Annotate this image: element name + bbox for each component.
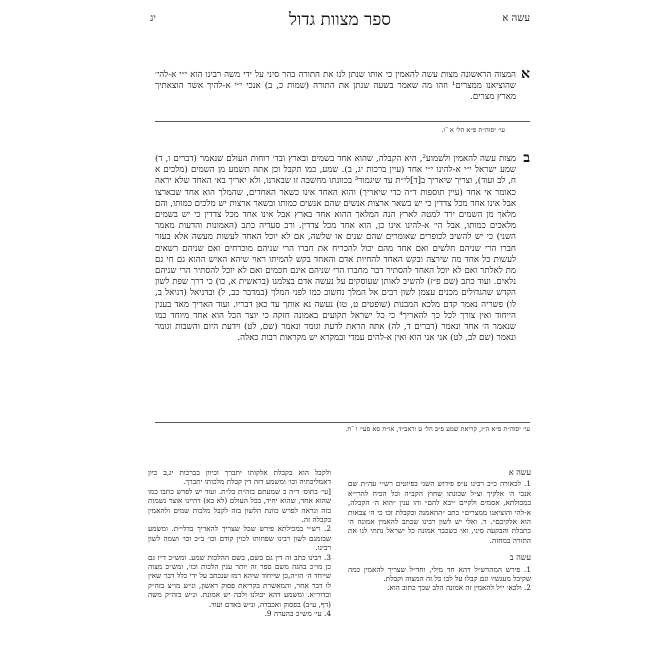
commentary-note: ולקבל הוא בקבלת אלקותו יתברך וכיוון בברכות יג,ב כיון דאמליכתיה וכו׳ ומשמע דזה דין קבלת מלכותו יתברך. (148, 468, 331, 487)
commentary-note: 3. רבינו כתב זה דין גם בשם, בשם ההלכות שמע. ומש״כ ד״ז גם כן מו״כ בהגה משם ספר זה יותר ענין הלכות וכו׳, ומש״כ מצוה שייחד ה׳ הו״ה,כן שייחוד שיהא רמז שנכתב על ידי כלל דבר שאין לו דבר אחר, והמאשרת בקריאת פסוק ראשון, ונ״ש מו״צ בזה״ק ובדור״א. ומשמע דהא יכולנו ולבה יש אמונת. ונ״ש בזה״ק משה (דף, ע״ב) בפסוק ואכבדה, ונ״ש באדם ועוד. (148, 552, 331, 609)
source-note: עי׳ יסוה״ת פ״א ה״ז, קריאת שמע פ״ב הל׳ ט וראב״ד, או״ח סא סעי׳ ו ־ח. (345, 425, 530, 433)
commentary-section-label: עשה ב (509, 553, 531, 563)
commentary-note: 1. פירש המהרש״ל דהא חד מילי, וחד״ל שצריך להאמין כמה שקיבל מעגשיו וגם קבלו על לבו כל זה המצוה וקבלת. (348, 564, 531, 584)
paragraph-letter: א (521, 66, 530, 82)
source-note: עי׳ יסוה״ת פ״א הל׳ א ־ו. (441, 126, 505, 134)
separator-line (155, 121, 530, 122)
paragraph-aleph (155, 66, 530, 106)
paragraph-letter: ב (523, 150, 530, 166)
commentary-note: 2. רש״י במכילתא פירש שכל שצריך להאריך בדלי״ת. ומשמע שבזמנם לשון רבינו שפחותו לכוין קודם וכו׳ ב״כ וכו׳ ושמה לשון רבינו. (148, 524, 331, 553)
commentary-note: 2. ולכא׳ י״ל להאמין זה אמונה הלב שכך כתוב הוא. (387, 583, 531, 593)
paragraph-text: מצות עשה להאמין ולשמוע², היא הקבלה, שהוא אחד בשמים ובארץ ובד׳ רוחות העולם שנאמר (דברים ו, ד) שמע ישראל י״י א-להינו י״י אחד (עיין ברכות יג, ב). שמע, כמו תקבל וכן אתה תשמע מן השמים (מלכים א ח, לב ועוד), וצריך שיאריך ב[ד]לי״ת עד שיגמור³ בכוונתו מחשבה זו שבארנו, ולא יאריך בא׳ האחד שלא יראה כאומר אי אחד (עיין תוספות ד״ה כדי שיאריך) והוא האחד אינו כשאר האחדים, שהמלך הוא אחד שבארצו אבל אינו אחד מכל צדדין כי יש בשאר ארצות אנשים שהם אנשים כמותו ובשאר ארצות יש מלכים כמותו, והם מלאך מן השמים ירד למטה לארץ הנה המלאך ההוא אחד בארץ אבל אינו אחד מכל צדדין כי יש בשמים מלאכים כמותו, אבל הי׳ א-להינו אינו כן, הוא אחד מכל צדדין. ורב סעדיה כתב (האמונות והדעות מאמר השני) כי יש להשיב לכופרים שאומרים שהם שנים או שלשה, אם לא יוכל האחד לעשות מעשה אלא בעזר חברו הרי שניהם חלשים ואם אחד מהם יכול להכריח את חברו הרי שניהם מוכרחים ואם שניהם רשאים לעשות כל אחד מה שירצה ובקש האחד להחיות אדם והאחד בקש להמיתו ראוי שיהא האיש ההוא גם חי גם מת לאלתר ואם לא יוכל האחד להסתיר דבר מחברו הרי שניהם אינם חכמים ואם לא יוכל להסתיר הרי שניהם נלאים. ועוד כתב (שם פ״ז) להשיב לאותן שעוסקים על נעשה אדם בצלמנו (בראשית א, כו) כי דרך שפת לשון הקדש שהגדולים מכנים עצמן לשון רבים אל המלך נחשוב כמו לפני המלך (במדבר כב, ל) ובדניאל (דניאל ב, לו) פשריה נאמר קדם מלכא המבנות (שופטים ט, טו) נעשה נא אותך עד כאן דבריו. ועוד האריך מאד בענין הייחוד ואין צורך לכל כך להאריך⁴ כי כל ישראל תקועים באמונה חזקה כי יוצר הכל הוא אחד מיוחד כמו שנאמר ה׳ אחד ונאמר (דברים ד, לה) אתה הראת לדעת וגומר ונאמר (שם, לט) וידעת היום והשבות וגומר ונאמר (שם לב, לט) אני אני הוא ואין א-להים עמדי ובמקרא יש מקראות רבות כאלה. (155, 154, 516, 344)
paragraph-bet (155, 150, 530, 414)
commentary-left-column (148, 468, 331, 619)
page-header (150, 10, 530, 32)
commentary-note: 1. לכאורה כ״כ רבינו ע״פ פירוש השני בפיוטים רש״י עה״ת שם אנכי ה׳ אלקיך וצ״ל שכונתו שחוץ הקב״ה וכל הכיח להרי״א במכולתא, אסמים ולקיים ״יבא להם״ והו ענין ״הוא ה׳ הקבלה, א-להי והוציאנו ממצרים״ כתב ״ההאמנה ובקבלת זכו כי ה׳ צבאות הוא אלקיכם״. ד. ואלי יש לשון רבינו שכתב להאמין אמונה ה׳ כתבלת והבקעה סיני, ואי כשכבר אמונה כל ישראל נתתי לנו את התורה במחזה. (348, 479, 531, 545)
page-number: יג (150, 13, 156, 24)
commentary-section-label: עשה א (508, 468, 531, 477)
section-label: עשה א (502, 13, 530, 24)
separator-line (155, 422, 530, 423)
spacer (348, 545, 531, 553)
commentary-note: 4. עי׳ מש״כ בהערה 9. (264, 609, 331, 619)
commentary-note: [עי׳ בתוס׳ ד״ה ב שמעתם בזה״ת בל״ת. ועוד יש לפרש כתבו כמו שהוא אחד, שהוא יחיד, בכל העולם (לא בא) דהיינו אוצר נשמות בזה ונראה לפרש כוונת הלשון בזה לקבל מלכות שמים ולהאמין בקבלה זה. (148, 486, 331, 525)
book-title: ספר מצוות גדול (289, 10, 391, 30)
commentary-right-column (348, 468, 531, 593)
paragraph-text: המצוה הראשונה מצות עשה להאמין כי אותו שנתן לנו את התורה בהר סיני על ידי משה רבינו הוא י״י א-להי׳ שהוציאנו ממצרים¹ וזהו מה שאמר בשעה שנתן את התורה (שמות כ, ב) אנכי י״י א-להיך אשר הוצאתיך מארץ מצרים. (155, 70, 516, 103)
